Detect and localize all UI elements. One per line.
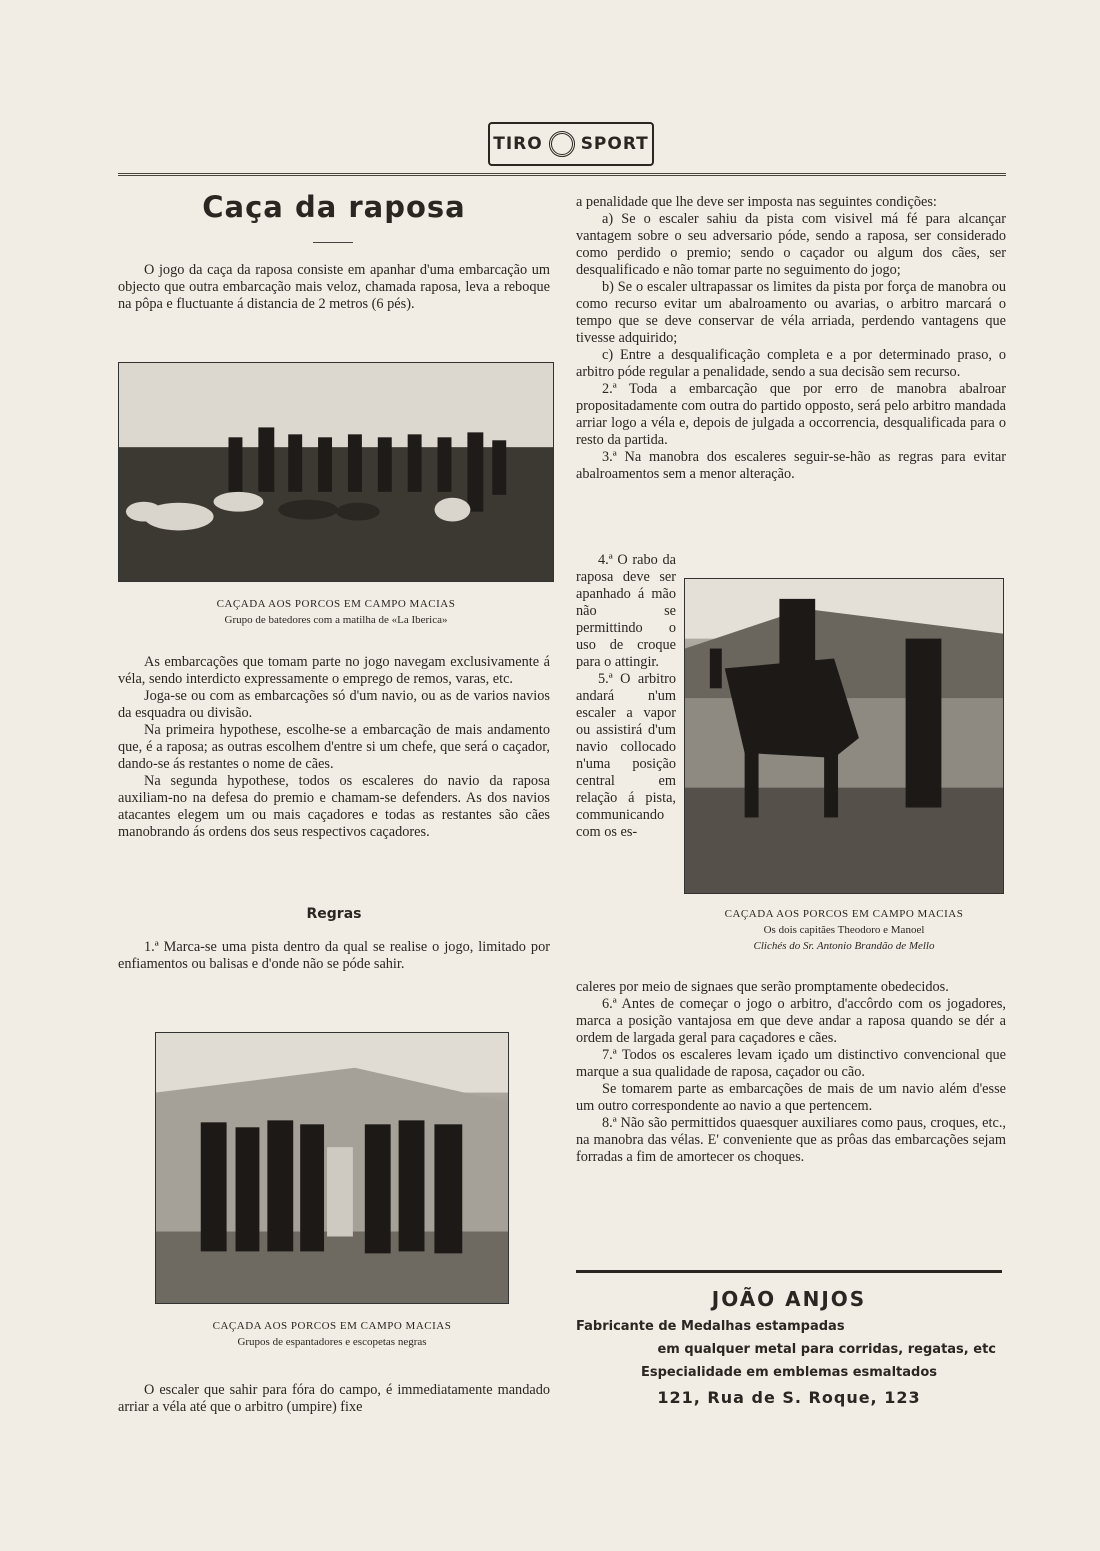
right-para-a: a) Se o escaler sahiu da pista com visivel má fé para alcançar vantagem sobre o seu adversario póde, sendo a raposa, ser considerado como perdido o premio; sendo o caçador ou algum dos cães, ser desqualificado e não tomar parte no seguimento do jogo; [576, 211, 1006, 278]
rule-7: 7.ª Todos os escaleres levam içado um distinctivo convencional que marque a sua qualidade de raposa, caçador ou cão. [576, 1047, 1006, 1080]
photo2-caption-title: CAÇADA AOS PORCOS EM CAMPO MACIAS [724, 908, 964, 920]
intro-block [118, 262, 550, 313]
rule-2: 2.ª Toda a embarcação que por erro de manobra abalroar propositadamente com outra do partido opposto, será pelo arbitro mandada arriar logo a véla e, depois de julgada a occorrencia, desqualificada para o resto da partida. [576, 381, 1006, 448]
intro-paragraph: O jogo da caça da raposa consiste em apanhar d'uma embarcação um objecto que outra embarcação mais veloz, chamada raposa, leva a reboque na pôpa e fluctuante á distancia de 2 metros (6 pés). [118, 262, 550, 312]
right-para-b: b) Se o escaler ultrapassar os limites da pista por força de manobra ou como recurso evitar um abalroamento ou avarias, o arbitro marcará o tempo que se deve conservar de véla arriada, perdendo vantagens que tivesse adquirido; [576, 279, 1006, 346]
rule-1-block [118, 939, 550, 973]
photo1-caption [118, 596, 554, 628]
body-right-top [576, 194, 1006, 483]
rule-6: 6.ª Antes de começar o jogo o arbitro, d'accôrdo com os jogadores, marca a posição vantajosa em que deve andar a raposa quando se dér a ordem de largada geral para caçadores e cães. [576, 996, 1006, 1046]
closing-left: O escaler que sahir para fóra do campo, é immediatamente mandado arriar a véla até que o arbitro (umpire) fixe [118, 1382, 550, 1415]
photo3-caption [155, 1318, 509, 1350]
photo1-caption-title: CAÇADA AOS PORCOS EM CAMPO MACIAS [216, 598, 456, 610]
photo2-caption [684, 906, 1004, 954]
paragraph-1: As embarcações que tomam parte no jogo navegam exclusivamente á véla, sendo interdicto expressamente o emprego de remos, varas, etc. [118, 654, 550, 687]
rule-7b: Se tomarem parte as embarcações de mais de um navio além d'esse um outro correspondente ao navio a que pertencem. [576, 1081, 1006, 1114]
rules-heading: Regras [306, 906, 362, 922]
paragraph-4: Na segunda hypothese, todos os escaleres do navio da raposa auxiliam-no na defesa do premio e chamam-se defenders. As dos navios atacantes elegem um ou mais caçadores e todas as restantes são cães manobrando ás ordens dos seus respectivos caçadores. [118, 773, 550, 840]
body-right-bottom [576, 979, 1006, 1166]
masthead-logo [488, 122, 654, 166]
photo1-caption-sub: Grupo de batedores com a matilha de «La Iberica» [224, 614, 448, 626]
photo2-caption-credit: Clichés do Sr. Antonio Brandão de Mello [753, 940, 935, 952]
advert-line-1: Fabricante de Medalhas estampadas [576, 1319, 845, 1334]
photo-hunters-dogs [118, 362, 554, 582]
masthead-left: TIRO [493, 134, 543, 154]
closing-left-block [118, 1382, 550, 1416]
rule-3: 3.ª Na manobra dos escaleres seguir-se-hão as regras para evitar abalroamentos sem a menor alteração. [576, 449, 1006, 482]
rule-4: 4.ª O rabo da raposa deve ser apanhado á mão não se permittindo o uso de croque para o attingir. [576, 552, 676, 670]
title-divider [313, 242, 353, 243]
advert-name: JOÃO ANJOS [711, 1287, 867, 1311]
right-para-c: c) Entre a desqualificação completa e a por determinado praso, o arbitro póde regular a penalidade, sendo a sua decisão sem recurso. [576, 347, 1006, 380]
photo2-caption-sub: Os dois capitães Theodoro e Manoel [763, 924, 925, 936]
photo-beaters-group [155, 1032, 509, 1304]
photo3-caption-title: CAÇADA AOS PORCOS EM CAMPO MACIAS [212, 1320, 452, 1332]
masthead-right: SPORT [580, 134, 649, 154]
rule-1: 1.ª Marca-se uma pista dentro da qual se realise o jogo, limitado por enfiamentos ou balisas e d'onde não se póde sahir. [118, 939, 550, 972]
advert-address: 121, Rua de S. Roque, 123 [657, 1388, 921, 1407]
right-para-1: a penalidade que lhe deve ser imposta nas seguintes condições: [576, 194, 937, 210]
body-left [118, 654, 550, 841]
header-rule [118, 173, 1006, 176]
photo-two-captains [684, 578, 1004, 894]
advert-line-3: Especialidade em emblemas esmaltados [640, 1365, 938, 1380]
paragraph-3: Na primeira hypothese, escolhe-se a embarcação de mais andamento que, é a raposa; as outras escolhem d'entre si um chefe, que será o caçador, dando-se ás restantes o nome de cães. [118, 722, 550, 772]
narrow-column [576, 552, 676, 841]
rule-5: 5.ª O arbitro andará n'um escaler a vapor ou assistirá d'um navio collocado n'uma posição central em relação á pista, communicando com os es- [576, 671, 676, 840]
advertisement [576, 1270, 1002, 1407]
article-title: Caça da raposa [202, 190, 466, 224]
target-icon [549, 131, 575, 157]
advert-line-2: em qualquer metal para corridas, regatas, etc [657, 1342, 996, 1357]
photo3-caption-sub: Grupos de espantadores e escopetas negras [237, 1336, 427, 1348]
paragraph-2: Joga-se ou com as embarcações só d'um navio, ou as de varios navios da esquadra ou divisão. [118, 688, 550, 721]
rule-8: 8.ª Não são permittidos quaesquer auxiliares como paus, croques, etc., na manobra das vélas. E' conveniente que as prôas das embarcações sejam forradas a fim de amortecer os choques. [576, 1115, 1006, 1165]
rule-5-continued: caleres por meio de signaes que serão promptamente obedecidos. [576, 979, 949, 995]
